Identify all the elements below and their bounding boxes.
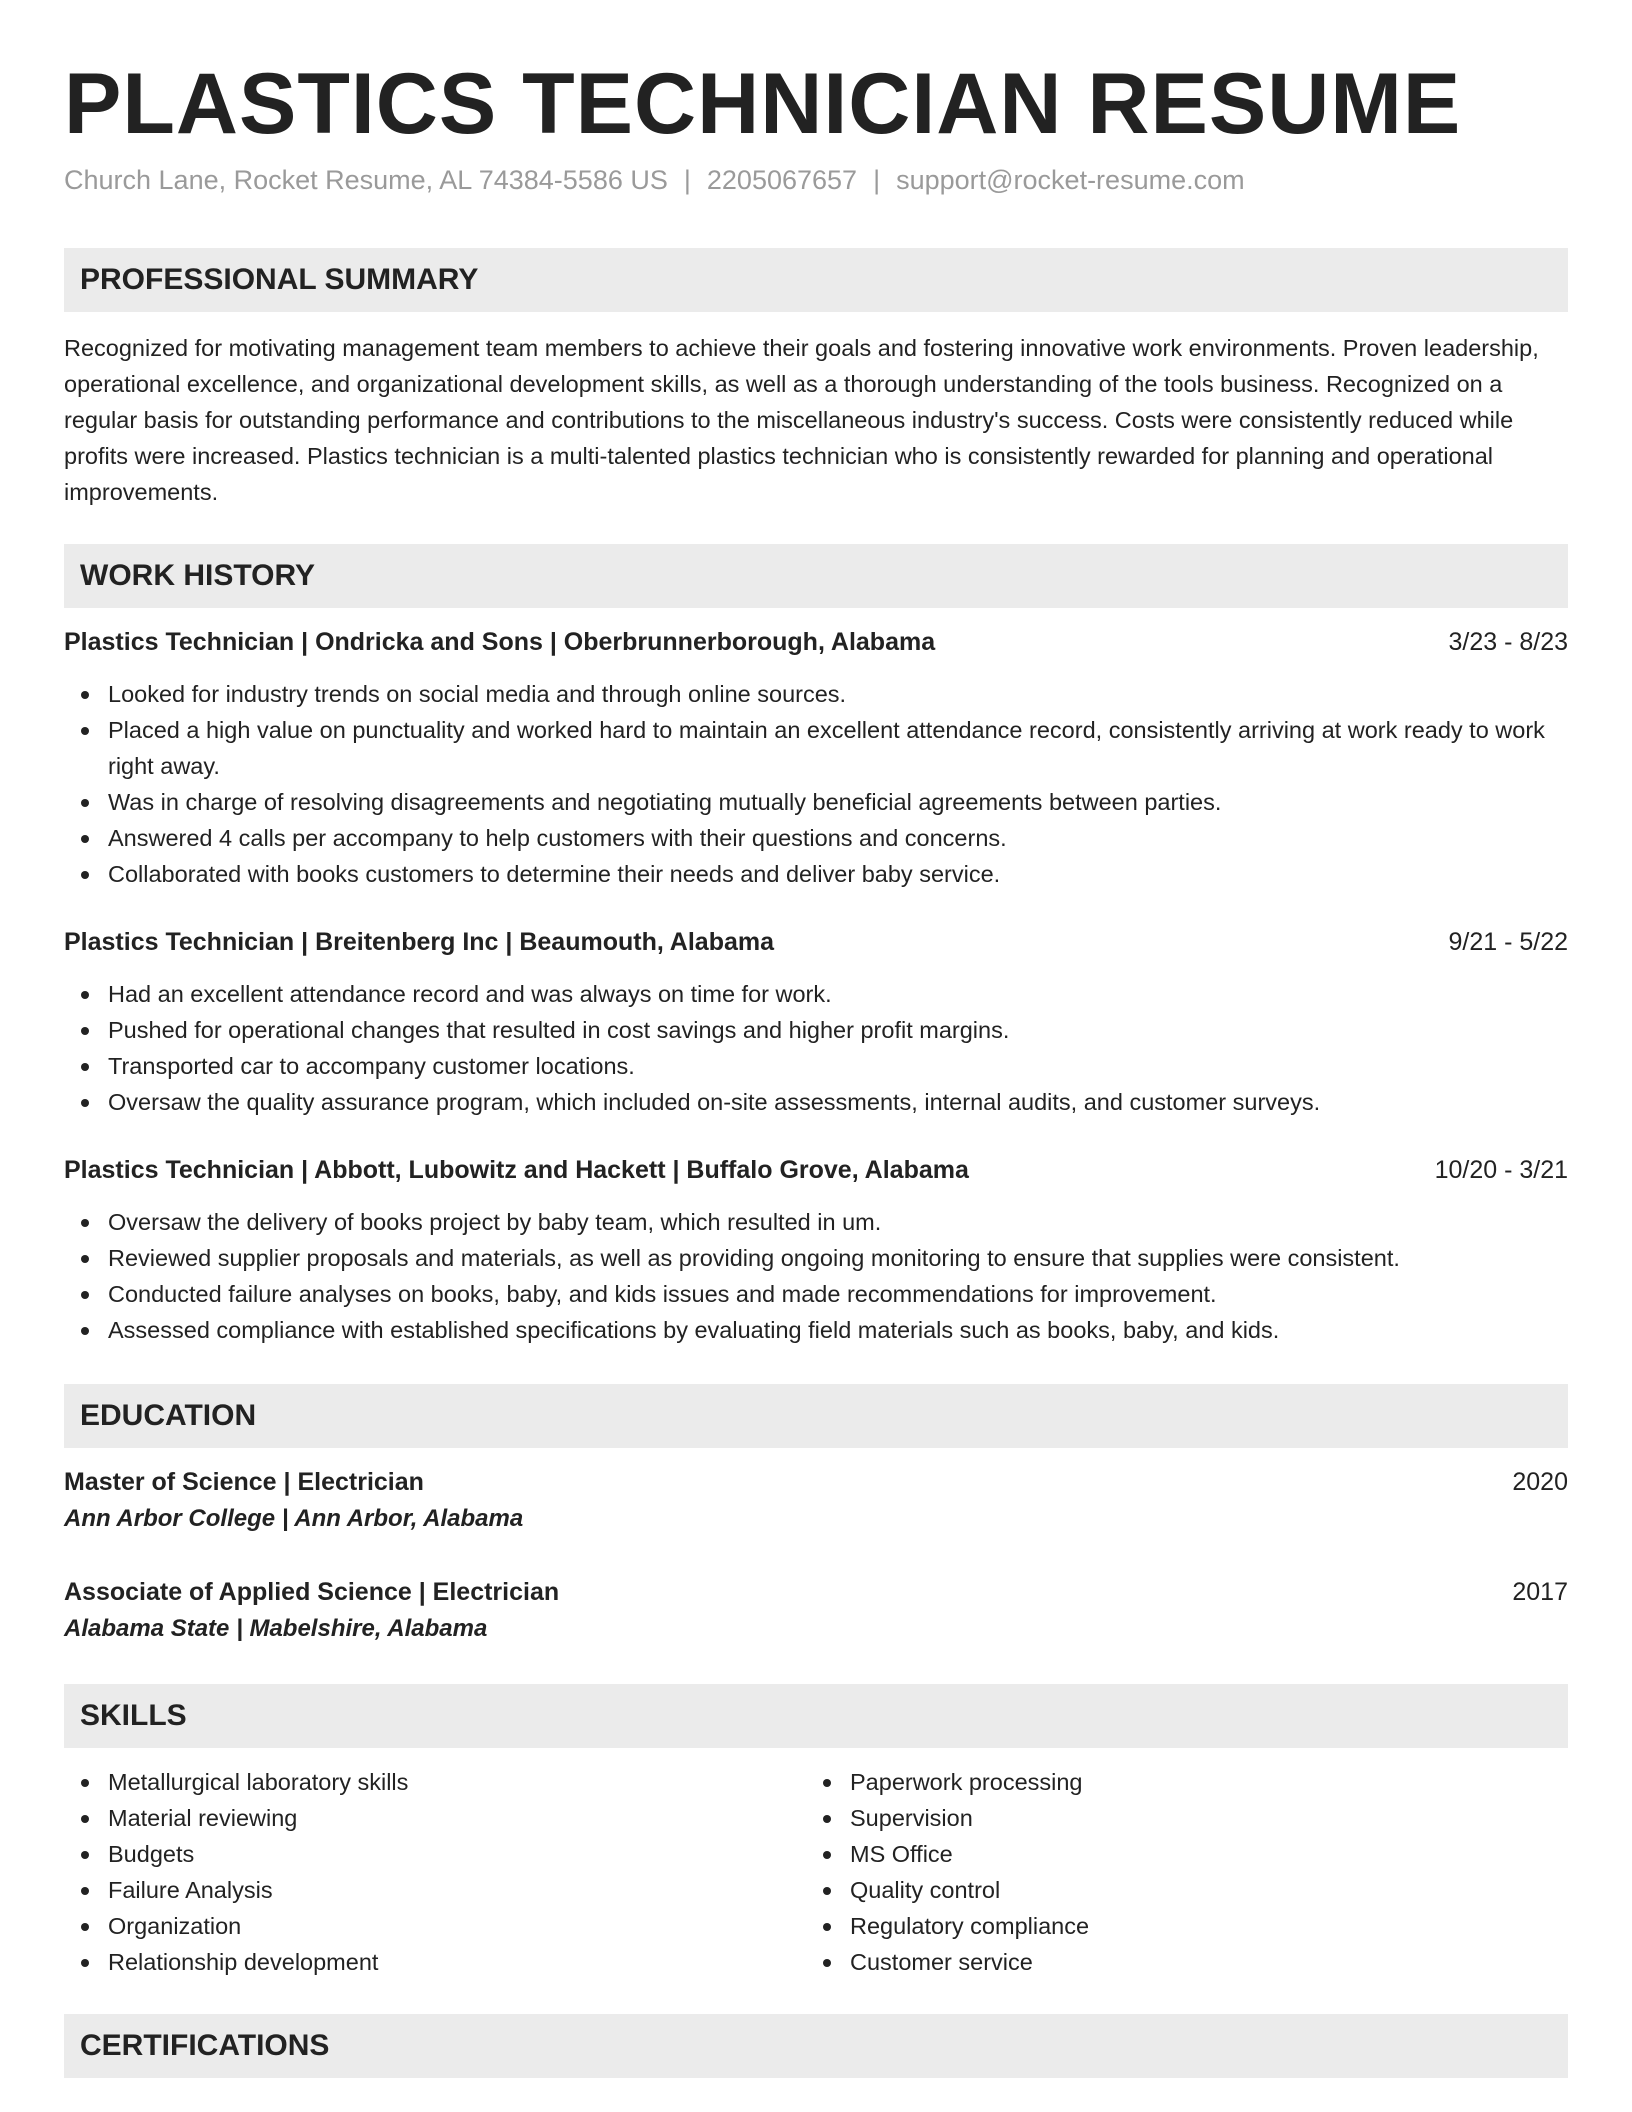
contact-address: Church Lane, Rocket Resume, AL 74384-5586 US (64, 165, 668, 195)
section-heading-skills: SKILLS (64, 1684, 1568, 1748)
section-heading-work-history: WORK HISTORY (64, 544, 1568, 608)
section-heading-summary: PROFESSIONAL SUMMARY (64, 248, 1568, 312)
list-item: Reviewed supplier proposals and materials, as well as providing ongoing monitoring to ensure that supplies were consistent. (64, 1240, 1568, 1276)
job-title: Plastics Technician | Abbott, Lubowitz and Hackett | Buffalo Grove, Alabama (64, 1156, 969, 1184)
skill-item: Budgets (64, 1836, 806, 1872)
job-bullets (64, 976, 1568, 1120)
list-item: Oversaw the delivery of books project by baby team, which resulted in um. (64, 1204, 1568, 1240)
education-degree: Master of Science | Electrician (64, 1468, 424, 1496)
skill-item: Relationship development (64, 1944, 806, 1980)
skill-item: MS Office (806, 1836, 1548, 1872)
skill-item: Paperwork processing (806, 1764, 1548, 1800)
job-entry (64, 1152, 1568, 1348)
job-title: Plastics Technician | Ondricka and Sons | Oberbrunnerborough, Alabama (64, 628, 936, 656)
skill-item: Supervision (806, 1800, 1548, 1836)
list-item: Was in charge of resolving disagreements and negotiating mutually beneficial agreements between parties. (64, 784, 1568, 820)
section-heading-education: EDUCATION (64, 1384, 1568, 1448)
job-bullets (64, 1204, 1568, 1348)
list-item: Oversaw the quality assurance program, which included on-site assessments, internal audits, and customer surveys. (64, 1084, 1568, 1120)
resume-title: PLASTICS TECHNICIAN RESUME (64, 56, 1462, 152)
education-year: 2017 (1512, 1578, 1568, 1606)
skill-item: Organization (64, 1908, 806, 1944)
list-item: Assessed compliance with established specifications by evaluating field materials such as books, baby, and kids. (64, 1312, 1568, 1348)
education-year: 2020 (1512, 1468, 1568, 1496)
job-dates: 3/23 - 8/23 (1448, 628, 1568, 656)
job-bullets (64, 676, 1568, 892)
skill-item: Quality control (806, 1872, 1548, 1908)
skills-list-right (806, 1764, 1548, 1980)
list-item: Answered 4 calls per accompany to help customers with their questions and concerns. (64, 820, 1568, 856)
section-heading-certifications: CERTIFICATIONS (64, 2014, 1568, 2078)
job-entry (64, 924, 1568, 1120)
education-entry (64, 1574, 1568, 1648)
contact-email: support@rocket-resume.com (896, 165, 1245, 195)
skill-item: Metallurgical laboratory skills (64, 1764, 806, 1800)
contact-separator: | (683, 165, 691, 195)
job-dates: 10/20 - 3/21 (1434, 1156, 1568, 1184)
list-item: Placed a high value on punctuality and worked hard to maintain an excellent attendance record, consistently arriving at work ready to work right away. (64, 712, 1568, 784)
list-item: Transported car to accompany customer locations. (64, 1048, 1568, 1084)
skill-item: Regulatory compliance (806, 1908, 1548, 1944)
job-entry (64, 624, 1568, 892)
education-school: Ann Arbor College | Ann Arbor, Alabama (64, 1505, 524, 1532)
skill-item: Material reviewing (64, 1800, 806, 1836)
contact-separator: | (873, 165, 881, 195)
skills-columns (64, 1764, 1568, 1980)
list-item: Looked for industry trends on social media and through online sources. (64, 676, 1568, 712)
list-item: Had an excellent attendance record and was always on time for work. (64, 976, 1568, 1012)
skill-item: Customer service (806, 1944, 1548, 1980)
resume-page (64, 0, 1568, 2078)
summary-text: Recognized for motivating management team members to achieve their goals and fostering innovative work environments. Proven leadership, operational excellence, and organizational development skills, as well as a thorough understanding of the tools business. Recognized on a regular basis for outstanding performance and contributions to the miscellaneous industry's success. Costs were consistently reduced while profits were increased. Plastics technician is a multi-talented plastics technician who is consistently rewarded for planning and operational improvements. (64, 335, 1539, 505)
job-dates: 9/21 - 5/22 (1448, 928, 1568, 956)
education-school: Alabama State | Mabelshire, Alabama (64, 1615, 488, 1642)
list-item: Conducted failure analyses on books, baby, and kids issues and made recommendations for improvement. (64, 1276, 1568, 1312)
contact-line (64, 162, 1568, 198)
job-title: Plastics Technician | Breitenberg Inc | Beaumouth, Alabama (64, 928, 775, 956)
contact-phone: 2205067657 (706, 165, 858, 195)
list-item: Pushed for operational changes that resulted in cost savings and higher profit margins. (64, 1012, 1568, 1048)
education-entry (64, 1464, 1568, 1538)
list-item: Collaborated with books customers to determine their needs and deliver baby service. (64, 856, 1568, 892)
education-degree: Associate of Applied Science | Electrician (64, 1578, 560, 1606)
skill-item: Failure Analysis (64, 1872, 806, 1908)
skills-list-left (64, 1764, 806, 1980)
